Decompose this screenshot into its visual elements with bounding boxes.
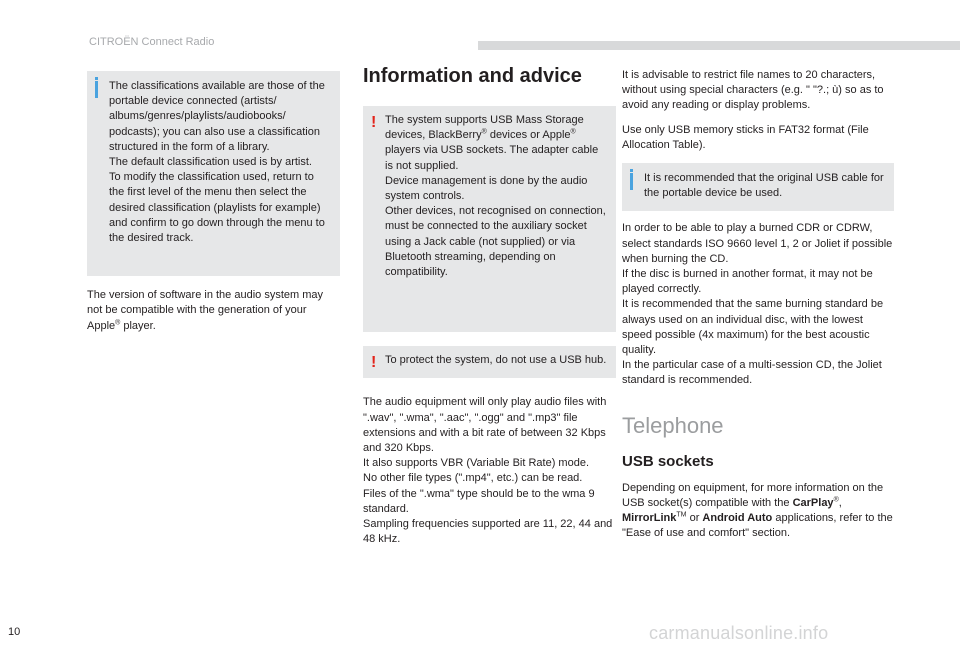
- column-2: [363, 64, 616, 547]
- text-span: applications, refer to the "Ease of use and comfort" section.: [622, 512, 893, 540]
- text-span: players via USB sockets. The adapter cable is not supplied.: [385, 144, 599, 172]
- warning-box: [363, 346, 616, 378]
- text-span: Depending on equipment, for more information on the USB socket(s) compatible with the: [622, 481, 884, 509]
- body-paragraph: It also supports VBR (Variable Bit Rate) mode.: [363, 457, 590, 470]
- watermark: carmanualsonline.info: [649, 623, 829, 643]
- body-text: [622, 221, 894, 388]
- info-icon: [95, 81, 98, 98]
- body-paragraph: It is recommended that the same burning standard be always used on an individual disc, with the lowest speed possible (4x maximum) for the best acoustic quality.: [622, 298, 884, 357]
- mirrorlink-label: MirrorLink: [622, 512, 677, 525]
- section-heading: Information and advice: [363, 65, 582, 87]
- android-auto-label: Android Auto: [702, 512, 773, 525]
- registered-mark: ®: [833, 496, 839, 504]
- body-paragraph: In the particular case of a multi-session CD, the Joliet standard is recommended.: [622, 359, 882, 387]
- info-paragraph: It is recommended that the original USB cable for the portable device be used.: [644, 172, 884, 200]
- warning-paragraph: Device management is done by the audio system controls.: [385, 174, 588, 203]
- header-bar: [478, 41, 960, 50]
- warning-paragraph: To protect the system, do not use a USB hub.: [385, 354, 607, 367]
- registered-mark: ®: [481, 128, 487, 136]
- info-paragraph: The classifications available are those of the portable device connected (artists/ albums/genres/playlists/audiobooks/ podcasts); you can also use a classification structured in the form of a library.: [109, 80, 325, 153]
- body-paragraph: It is advisable to restrict file names to 20 characters, without using special characters (e.g. " "?.; ù) so as to avoid any reading or display problems.: [622, 69, 884, 112]
- text-span: The system supports USB Mass Storage devices, BlackBerry: [385, 114, 584, 142]
- body-paragraph: Sampling frequencies supported are 11, 22, 44 and 48 kHz.: [363, 518, 613, 546]
- info-paragraph: The default classification used is by artist.: [109, 156, 312, 169]
- warning-icon: !: [371, 354, 377, 372]
- text-span: player.: [120, 319, 156, 332]
- body-paragraph: [622, 481, 894, 542]
- subheading: USB sockets: [622, 452, 714, 470]
- section-title: Telephone: [622, 412, 724, 438]
- body-paragraph: [87, 288, 340, 334]
- info-box: [87, 71, 340, 276]
- body-paragraph: If the disc is burned in another format, it may not be played correctly.: [622, 268, 873, 296]
- info-paragraph: To modify the classification used, return to the first level of the menu then select the desired classification (playlists for example) and confirm to go down through the menu to the desired track.: [109, 171, 325, 245]
- body-paragraph: No other file types (".mp4", etc.) can be read.: [363, 472, 583, 485]
- carplay-label: CarPlay: [792, 496, 834, 509]
- body-paragraph: Files of the ".wma" type should be to the wma 9 standard.: [363, 487, 595, 515]
- column-3: [622, 68, 894, 541]
- info-box: [622, 163, 894, 211]
- body-paragraph: Use only USB memory sticks in FAT32 format (File Allocation Table).: [622, 123, 869, 151]
- text-span: or: [686, 512, 703, 525]
- column-1: [87, 71, 340, 334]
- registered-mark: ®: [570, 128, 576, 136]
- info-icon: [630, 173, 633, 190]
- warning-box: [363, 106, 616, 332]
- running-header-title: CITROËN Connect Radio: [89, 36, 215, 48]
- trademark-mark: TM: [676, 511, 687, 519]
- warning-paragraph: [385, 113, 608, 174]
- body-paragraph: The audio equipment will only play audio files with ".wav", ".wma", ".aac", ".ogg" and ".mp3" file extensions and with a bit rate of between 32 Kbps and 320 Kbps.: [363, 396, 607, 455]
- warning-paragraph: Other devices, not recognised on connection, must be connected to the auxiliary socket using a Jack cable (not supplied) or via Bluetooth streaming, depending on compatibility.: [385, 205, 606, 279]
- text-span: devices or Apple: [486, 129, 571, 142]
- warning-icon: !: [371, 114, 377, 131]
- registered-mark: ®: [115, 318, 121, 326]
- text-span: ,: [838, 496, 842, 509]
- text-span: The version of software in the audio system may not be compatible with the generation of your Apple: [87, 289, 323, 332]
- page-number: 10: [8, 626, 21, 638]
- body-paragraph: In order to be able to play a burned CDR or CDRW, select standards ISO 9660 level 1, 2 or Joliet if possible when burning the CD.: [622, 222, 893, 265]
- body-text: [363, 395, 616, 547]
